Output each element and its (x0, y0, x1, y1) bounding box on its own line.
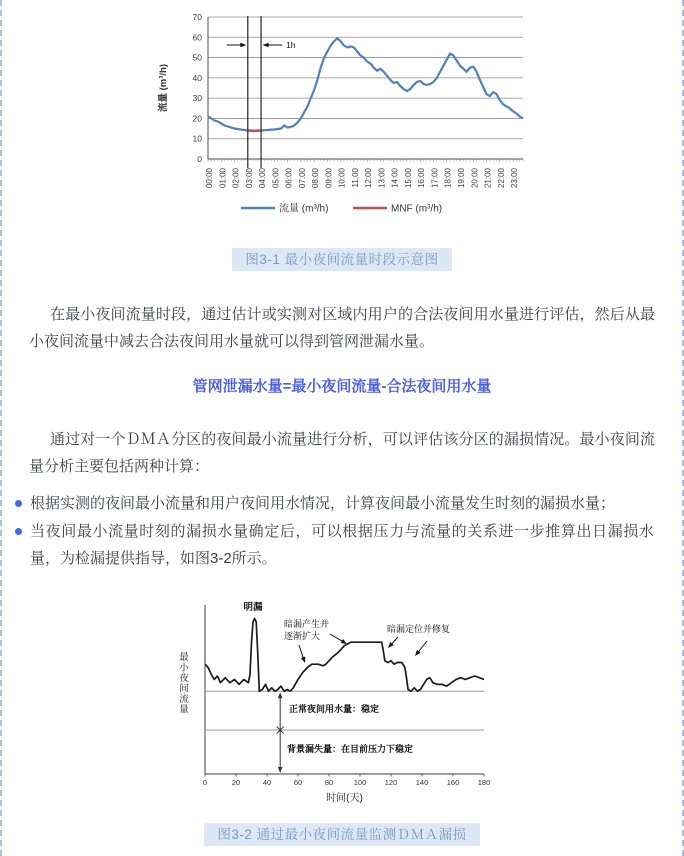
normal-use-band-label: 正常夜间用水量：稳定 (289, 704, 380, 714)
grow-leader-arrow (299, 645, 304, 659)
legend-mnf-label: MNF (m³/h) (391, 203, 443, 215)
window-arrow-right-head (263, 43, 269, 48)
list-item-text: 当夜间最小流量时刻的漏损水量确定后，可以根据压力与流量的关系进一步推算出日漏损水量，为检漏提供指导，如图3-2所示。 (30, 523, 654, 567)
y-tick-label: 10 (192, 133, 202, 144)
x-tick-label: 12:00 (364, 168, 374, 189)
chart2-x-axis-title: 时间(天) (326, 793, 363, 804)
x-tick-label: 21:00 (483, 168, 493, 189)
burst-leak-label: 明漏 (243, 602, 263, 613)
chart2-y-axis-title: 量 (179, 704, 189, 716)
x-tick-label: 140 (415, 778, 429, 787)
x-tick-label: 0 (202, 778, 208, 787)
leakage-formula: 管网泄漏水量=最小夜间流量-合法夜间用水量 (192, 378, 492, 395)
x-tick-label: 80 (324, 778, 334, 787)
background-leakage-band-label: 背景漏失量：在目前压力下稳定 (287, 744, 414, 754)
x-tick-label: 08:00 (311, 168, 321, 189)
grow-leader-arrow-head (341, 639, 347, 644)
y-tick-label: 60 (192, 32, 202, 43)
bullet-dot-icon (15, 528, 22, 535)
legend-flow-label: 流量 (m³/h) (279, 203, 329, 215)
window-arrow-left-head (240, 43, 246, 48)
grow-leader-arrow (330, 634, 344, 642)
chart2-y-axis-title: 间 (179, 683, 189, 695)
chart2-y-axis-title: 流 (179, 694, 189, 705)
x-tick-label: 03:00 (244, 168, 254, 189)
bullet-dot-icon (15, 500, 22, 507)
x-tick-label: 180 (477, 778, 491, 787)
dma-monitoring-chart (147, 594, 547, 809)
y-tick-label: 50 (192, 52, 202, 63)
x-tick-label: 05:00 (271, 168, 281, 189)
x-tick-label: 04:00 (258, 168, 268, 189)
x-tick-label: 19:00 (457, 168, 466, 189)
x-tick-label: 18:00 (443, 168, 453, 189)
window-1h-label: 1h (286, 40, 296, 50)
figure-3-1-caption: 图3-1 最小夜间流量时段示意图 (232, 248, 451, 271)
x-tick-label: 60 (293, 778, 303, 787)
leak-repair-label: 暗漏定位并修复 (387, 624, 451, 634)
mnf-period-chart (148, 4, 548, 222)
y-tick-label: 40 (192, 72, 202, 83)
chart2-y-axis-title: 小 (179, 662, 189, 674)
x-tick-label: 16:00 (417, 168, 427, 189)
list-item (15, 518, 654, 572)
repair-leader-arrow (417, 641, 427, 653)
list-item (15, 490, 654, 517)
grow-leader-arrow-head (301, 657, 305, 663)
x-tick-label: 20 (231, 778, 241, 787)
band-arrow-down-head (278, 767, 283, 773)
x-tick-label: 00:00 (205, 168, 214, 189)
x-tick-label: 100 (353, 778, 367, 787)
x-tick-label: 01:00 (218, 168, 228, 189)
list-item-text: 根据实测的夜间最小流量和用户夜间用水情况，计算夜间最小流量发生时刻的漏损水量； (30, 495, 616, 512)
paragraph-2: 通过对一个ＤＭＡ分区的夜间最小流量进行分析，可以评估该分区的漏损情况。最小夜间流量分析主要包括两种计算： (29, 431, 655, 475)
x-tick-label: 40 (262, 778, 272, 787)
flow-line (208, 38, 523, 131)
x-tick-label: 13:00 (377, 168, 387, 189)
chart2-y-axis-title: 夜 (179, 673, 189, 684)
hidden-leak-grow-label: 逐渐扩大 (284, 631, 321, 641)
y-tick-label: 0 (197, 154, 202, 164)
x-tick-label: 23:00 (510, 168, 520, 189)
x-tick-label: 160 (446, 778, 460, 787)
bullet-list (15, 490, 654, 572)
chart1-y-axis-title: 流量 (m³/h) (158, 63, 169, 113)
x-tick-label: 06:00 (284, 168, 294, 189)
chart2-y-axis-title: 最 (179, 652, 189, 663)
y-tick-label: 30 (192, 93, 202, 104)
x-tick-label: 17:00 (430, 168, 440, 189)
figure-3-2-caption: 图3-2 通过最小夜间流量监测ＤＭＡ漏损 (204, 823, 479, 846)
x-tick-label: 07:00 (297, 168, 307, 189)
band-arrow-up-head (278, 692, 283, 698)
x-tick-label: 11:00 (350, 168, 360, 188)
y-tick-label: 20 (192, 113, 202, 124)
x-tick-label: 02:00 (231, 168, 241, 189)
y-tick-label: 70 (192, 12, 202, 22)
x-tick-label: 15:00 (403, 168, 413, 189)
x-tick-label: 120 (384, 778, 398, 787)
x-tick-label: 20:00 (470, 168, 480, 189)
hidden-leak-grow-label: 暗漏产生并 (284, 619, 330, 629)
x-tick-label: 09:00 (324, 168, 334, 189)
x-tick-label: 14:00 (390, 168, 400, 189)
x-tick-label: 10:00 (337, 168, 347, 189)
x-tick-label: 22:00 (496, 168, 506, 189)
paragraph-1: 在最小夜间流量时段，通过估计或实测对区域内用户的合法夜间用水量进行评估，然后从最小夜间流量中减去合法夜间用水量就可以得到管网泄漏水量。 (29, 306, 655, 350)
